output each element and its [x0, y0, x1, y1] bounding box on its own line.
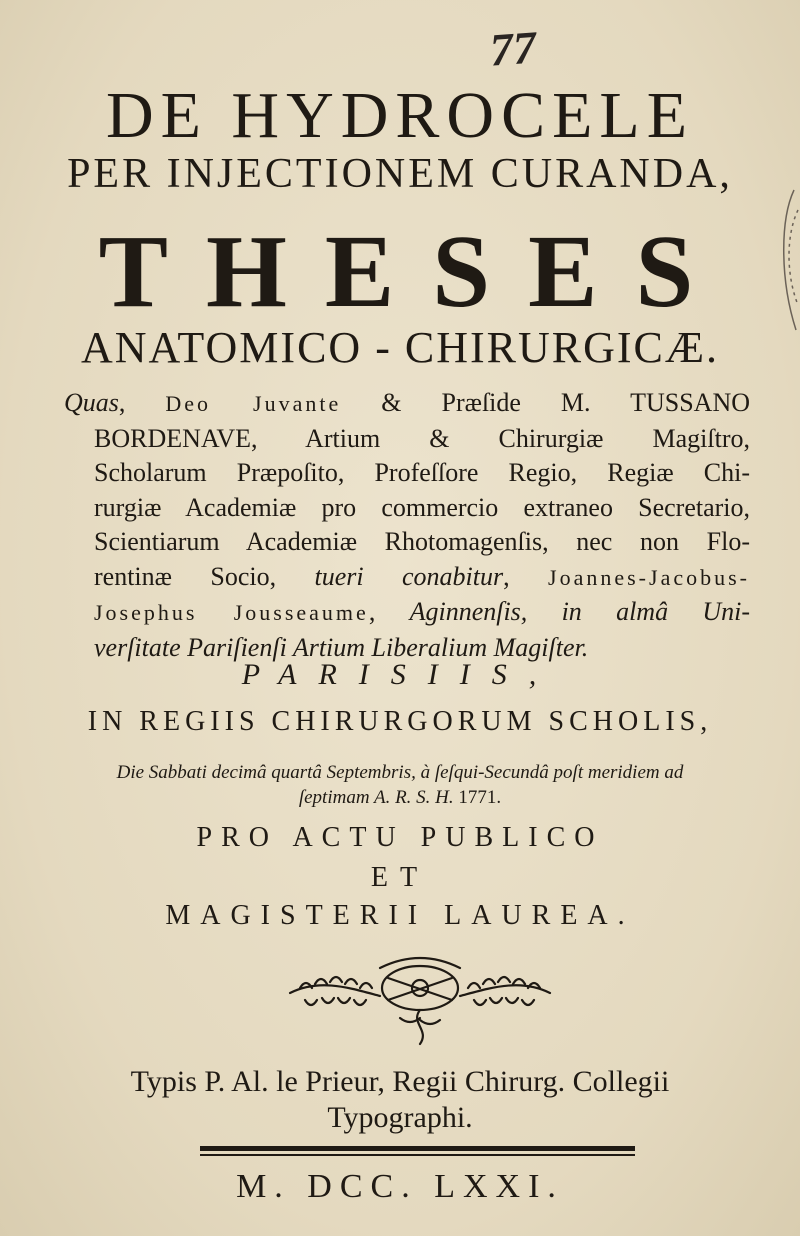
publication-year: M. DCC. LXXI. [236, 1168, 564, 1205]
date-line-1: Die Sabbati decimâ quartâ Septembris, à ſeſqui-Secundâ poſt meridiem ad [116, 762, 684, 783]
printer-line-1: Typis P. Al. le Prieur, Regii Chirurg. Collegii [130, 1065, 670, 1098]
para-line [64, 386, 750, 422]
para-line: rurgiæ Academiæ pro commercio extraneo Secretario, [94, 492, 750, 522]
schools-line: IN REGIIS CHIRURGORUM SCHOLIS, [87, 706, 713, 737]
title-theses: THESES [98, 214, 732, 329]
para-text: , [503, 561, 549, 591]
date-year: 1771. [458, 787, 502, 808]
title-line-4: ANATOMICO - CHIRURGICÆ. [80, 323, 719, 372]
et-line: ET [370, 862, 430, 893]
para-text: Joannes-Jacobus- [548, 564, 750, 590]
double-rule [200, 1146, 635, 1156]
para-text: Aginnenſis, in almâ Uni- [409, 597, 751, 626]
para-line: BORDENAVE, Artium & Chirurgiæ Magiſtro, [94, 423, 750, 453]
magisterii-line: MAGISTERII LAUREA. [165, 900, 635, 931]
printer-imprint [0, 1064, 800, 1136]
date-block [0, 760, 800, 810]
para-line [94, 560, 750, 596]
para-line: Scientiarum Academiæ Rhotomagenſis, nec non Flo- [94, 527, 750, 556]
para-text: Josephus Jousseaume [94, 600, 369, 625]
rule-thin [200, 1154, 635, 1156]
para-text: tueri conabitur [314, 561, 504, 591]
para-text: , [368, 597, 410, 626]
para-text: Quas [64, 388, 119, 417]
pro-actu-line: PRO ACTU PUBLICO [196, 822, 604, 853]
printer-line-2: Typographi. [327, 1101, 473, 1134]
para-text: Deo Juvante [165, 391, 342, 416]
printer-ornament-icon [280, 948, 560, 1048]
margin-stamp-icon [772, 180, 800, 340]
para-text: & Præſide M. TUSSANO [341, 388, 750, 417]
date-line-2 [0, 785, 800, 810]
rule-thick [200, 1146, 635, 1151]
para-line: verſitate Pariſienſi Artium Liberalium Magiſter. [94, 632, 589, 662]
folio-number: 77 [488, 21, 538, 76]
para-text: , [118, 388, 166, 417]
dedication-paragraph [64, 386, 751, 665]
para-line [94, 595, 750, 631]
para-line: Scholarum Præpoſito, Profeſſore Regio, Regiæ Chi- [94, 458, 750, 487]
title-line-2: PER INJECTIONEM CURANDA, [67, 151, 733, 197]
place-parisiis: PARISIIS, [241, 658, 559, 691]
date-text: ſeptimam A. R. S. H. [298, 787, 459, 808]
para-text: rentinæ Socio, [94, 561, 315, 591]
title-line-1: DE HYDROCELE [105, 79, 695, 152]
